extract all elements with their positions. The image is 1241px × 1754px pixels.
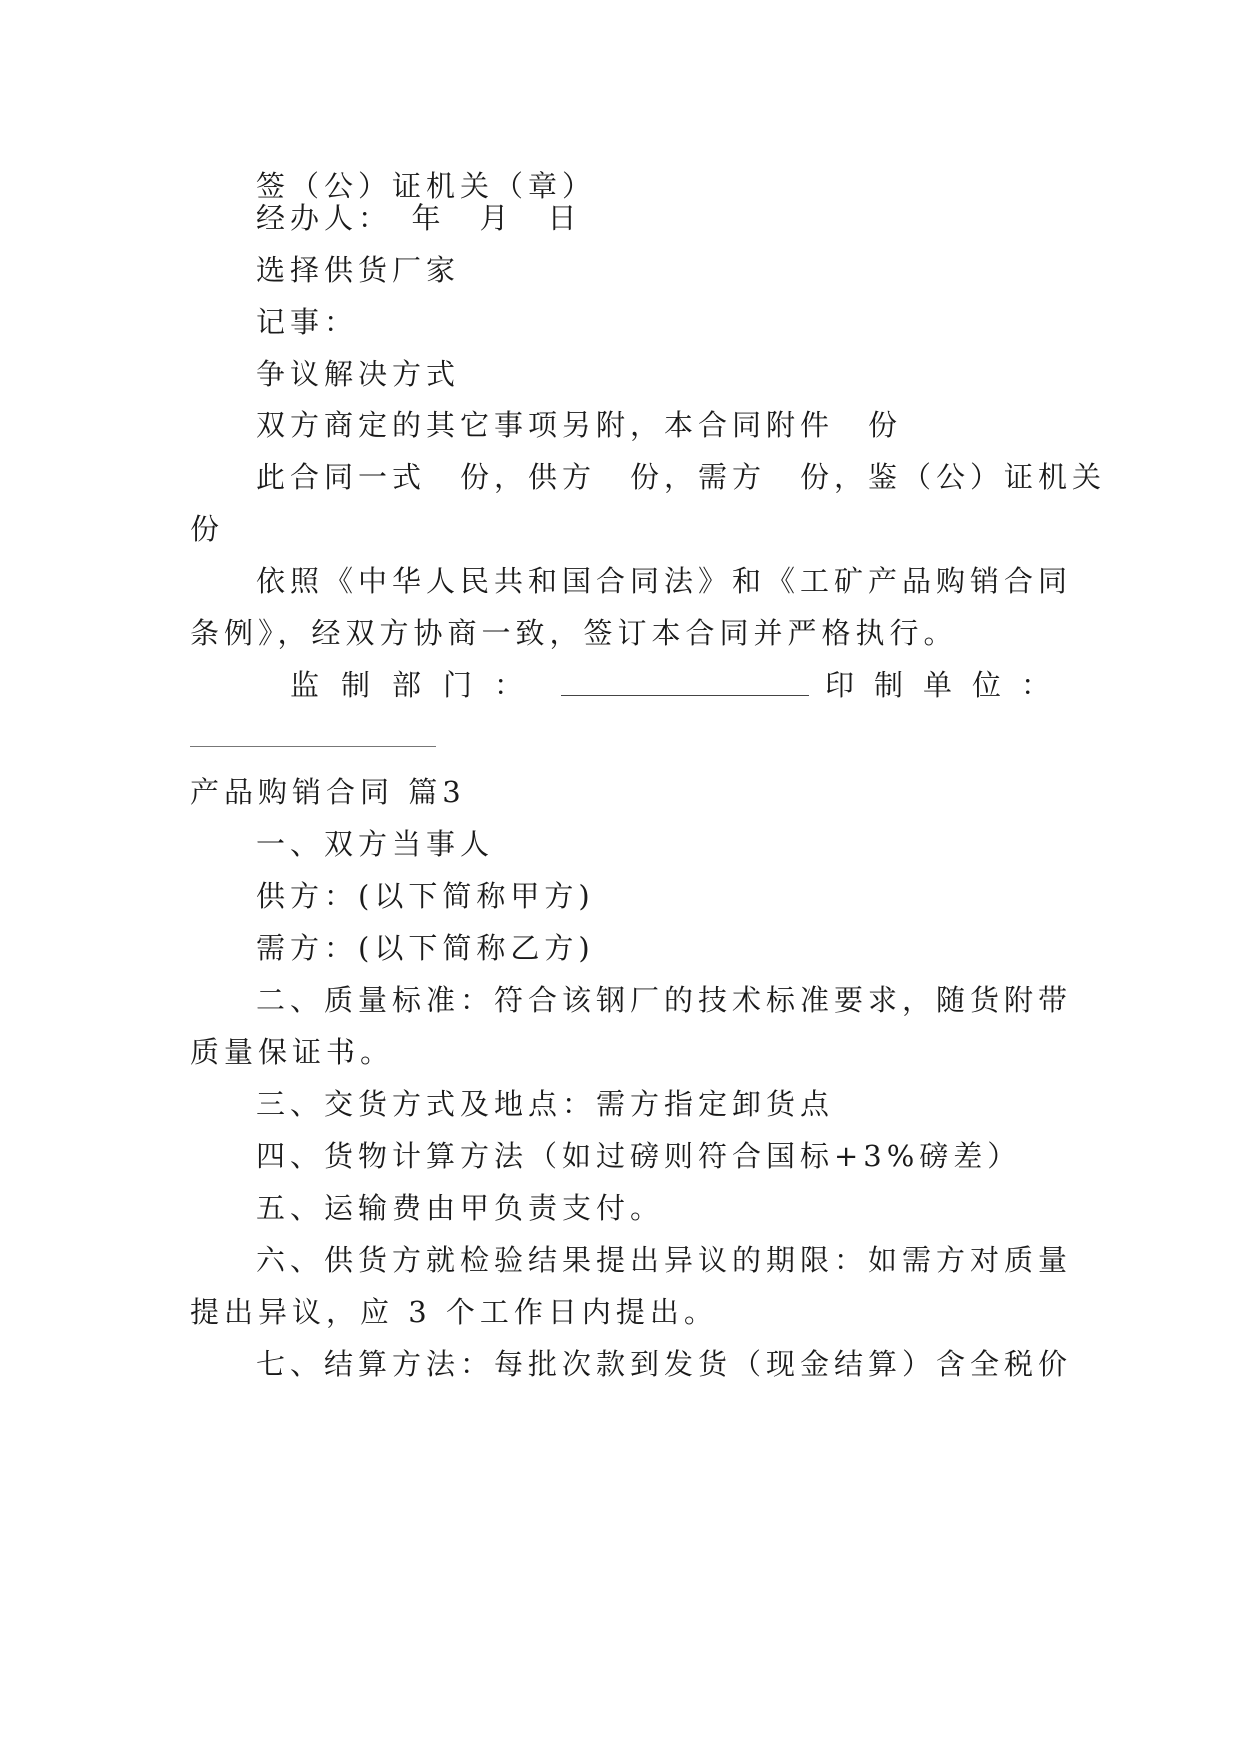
clause-quality-cont: 质量保证书。 — [190, 1035, 395, 1069]
supplier-choice-line: 选择供货厂家 — [256, 253, 461, 287]
legal-basis-line-cont: 条例》，经双方协商一致，签订本合同并严格执行。 — [190, 616, 958, 650]
supervise-blank — [561, 695, 809, 696]
section-heading: 产品购销合同 篇3 — [190, 775, 466, 809]
clause-objection: 六、供货方就检验结果提出异议的期限：如需方对质量 — [256, 1243, 1073, 1277]
print-label: 印制单位： — [824, 668, 1070, 702]
clause-quality: 二、质量标准：符合该钢厂的技术标准要求，随货附带 — [256, 983, 1073, 1017]
copies-line: 此合同一式 份，供方 份，需方 份，鉴（公）证机关 — [256, 460, 1107, 494]
legal-basis-line: 依照《中华人民共和国合同法》和《工矿产品购销合同 — [256, 564, 1073, 598]
seal-authority-line: 签（公）证机关（章） — [256, 169, 597, 203]
clause-freight: 五、运输费由甲负责支付。 — [256, 1191, 665, 1225]
clause-buyer: 需方：(以下简称乙方) — [256, 931, 595, 965]
dispute-line: 争议解决方式 — [256, 357, 461, 391]
copies-line-cont: 份 — [190, 512, 225, 546]
attachment-line: 双方商定的其它事项另附，本合同附件 份 — [256, 408, 903, 442]
supervise-label: 监制部门： — [290, 668, 546, 702]
clause-objection-cont: 提出异议，应 3 个工作日内提出。 — [190, 1295, 718, 1329]
clause-supplier: 供方：(以下简称甲方) — [256, 879, 595, 913]
clause-settlement: 七、结算方法：每批次款到发货（现金结算）含全税价 — [256, 1347, 1073, 1381]
clause-delivery: 三、交货方式及地点：需方指定卸货点 — [256, 1087, 835, 1121]
print-blank — [190, 746, 436, 747]
issuer-row — [290, 665, 1070, 705]
handler-date-line: 经办人： 年 月 日 — [256, 201, 582, 235]
clause-calculation: 四、货物计算方法（如过磅则符合国标+3%磅差） — [256, 1139, 1022, 1173]
notes-line: 记事： — [256, 305, 359, 339]
clause-parties: 一、双方当事人 — [256, 827, 495, 861]
